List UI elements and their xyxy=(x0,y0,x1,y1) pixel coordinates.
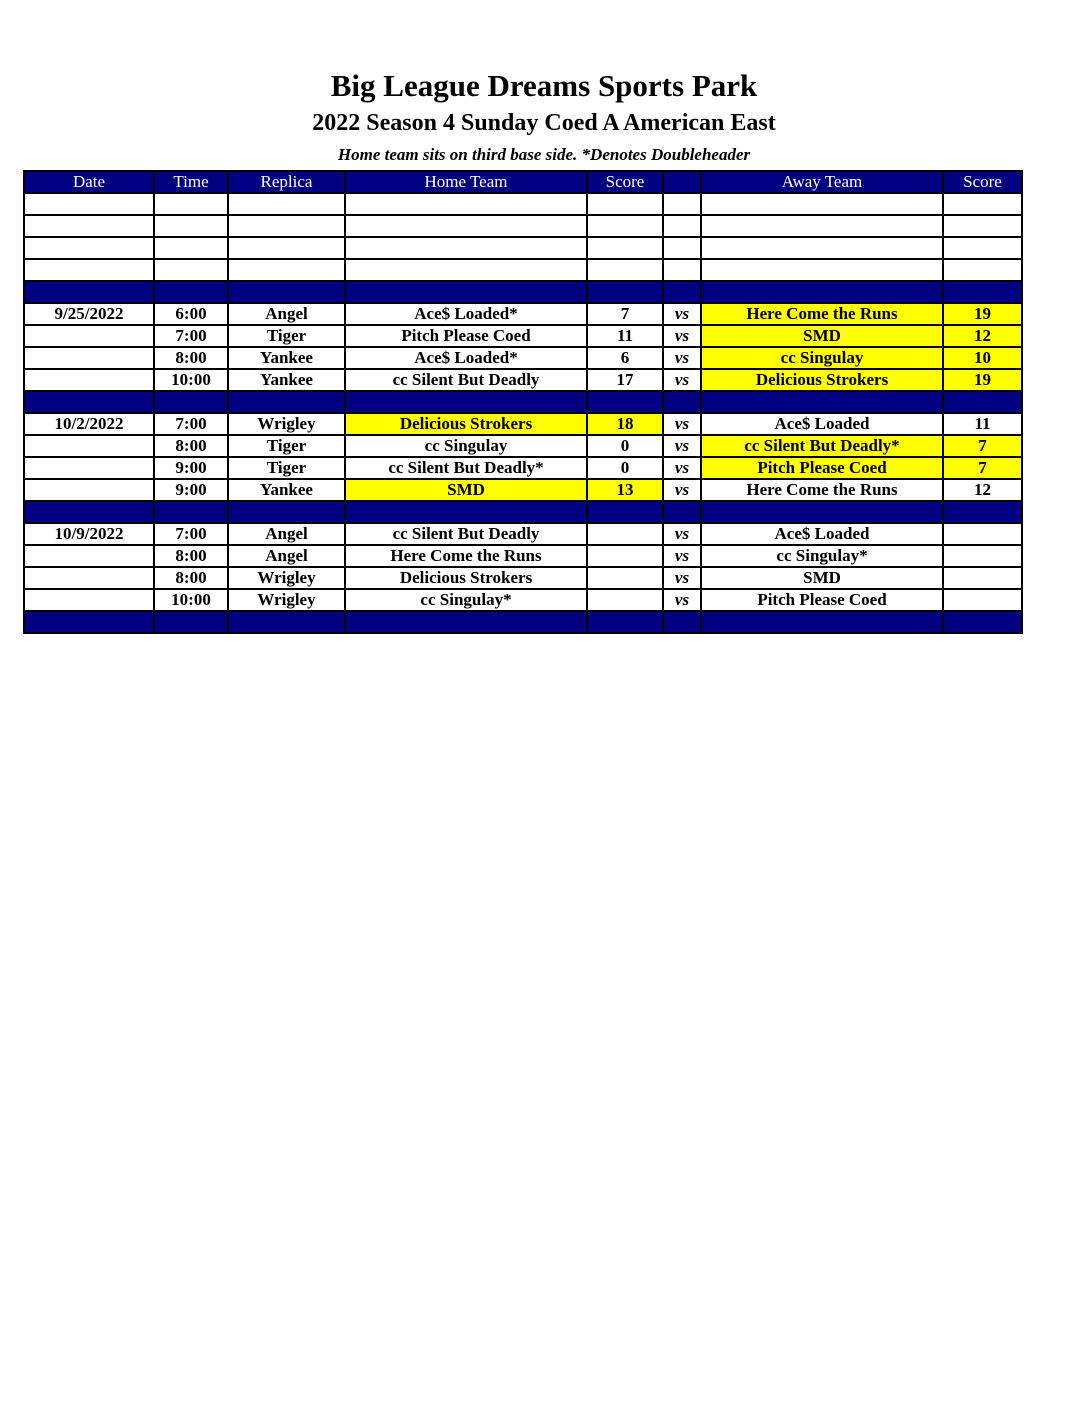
col-header-away-score: Score xyxy=(943,171,1022,193)
away-score: 7 xyxy=(943,457,1022,479)
empty-cell xyxy=(587,193,663,215)
schedule-body xyxy=(24,193,1022,633)
empty-cell xyxy=(24,237,154,259)
home-team: cc Silent But Deadly xyxy=(345,523,587,545)
home-score: 7 xyxy=(587,303,663,325)
vs-label: vs xyxy=(663,589,701,611)
empty-cell xyxy=(663,193,701,215)
empty-cell xyxy=(228,259,345,281)
game-row xyxy=(24,325,1022,347)
vs-label: vs xyxy=(663,369,701,391)
empty-cell xyxy=(24,545,154,567)
game-row xyxy=(24,567,1022,589)
empty-cell xyxy=(345,215,587,237)
empty-cell xyxy=(24,479,154,501)
empty-cell xyxy=(24,325,154,347)
empty-cell xyxy=(587,281,663,303)
empty-cell xyxy=(345,193,587,215)
game-time: 10:00 xyxy=(154,589,228,611)
game-field: Tiger xyxy=(228,457,345,479)
empty-cell xyxy=(701,281,943,303)
away-score: 11 xyxy=(943,413,1022,435)
empty-cell xyxy=(701,501,943,523)
week-separator xyxy=(24,611,1022,633)
home-score: 11 xyxy=(587,325,663,347)
game-time: 9:00 xyxy=(154,457,228,479)
empty-cell xyxy=(587,501,663,523)
empty-cell xyxy=(943,259,1022,281)
empty-cell xyxy=(345,237,587,259)
away-score: 19 xyxy=(943,303,1022,325)
blank-row xyxy=(24,215,1022,237)
home-team: Delicious Strokers xyxy=(345,413,587,435)
game-time: 7:00 xyxy=(154,523,228,545)
home-team: cc Singulay* xyxy=(345,589,587,611)
empty-cell xyxy=(943,391,1022,413)
empty-cell xyxy=(663,259,701,281)
home-score xyxy=(587,589,663,611)
empty-cell xyxy=(228,611,345,633)
empty-cell xyxy=(154,259,228,281)
home-team: Here Come the Runs xyxy=(345,545,587,567)
empty-cell xyxy=(228,501,345,523)
game-row xyxy=(24,435,1022,457)
away-score xyxy=(943,545,1022,567)
blank-row xyxy=(24,193,1022,215)
empty-cell xyxy=(701,193,943,215)
game-time: 8:00 xyxy=(154,545,228,567)
page-title: Big League Dreams Sports Park xyxy=(330,68,758,103)
home-team: Ace$ Loaded* xyxy=(345,347,587,369)
game-row xyxy=(24,479,1022,501)
away-team: SMD xyxy=(701,325,943,347)
game-time: 6:00 xyxy=(154,303,228,325)
empty-cell xyxy=(24,435,154,457)
empty-cell xyxy=(228,391,345,413)
game-time: 7:00 xyxy=(154,413,228,435)
away-team: Ace$ Loaded xyxy=(701,523,943,545)
vs-label: vs xyxy=(663,523,701,545)
empty-cell xyxy=(154,501,228,523)
empty-cell xyxy=(663,391,701,413)
home-score: 18 xyxy=(587,413,663,435)
home-score: 0 xyxy=(587,435,663,457)
empty-cell xyxy=(943,193,1022,215)
game-row xyxy=(24,545,1022,567)
home-team: cc Silent But Deadly xyxy=(345,369,587,391)
empty-cell xyxy=(701,259,943,281)
doubleheader-note: Home team sits on third base side. *Denotes Doubleheader xyxy=(337,145,751,164)
col-header-home-team: Home Team xyxy=(345,171,587,193)
empty-cell xyxy=(663,237,701,259)
home-team: Delicious Strokers xyxy=(345,567,587,589)
game-row xyxy=(24,347,1022,369)
away-team: cc Singulay* xyxy=(701,545,943,567)
game-row xyxy=(24,523,1022,545)
empty-cell xyxy=(701,391,943,413)
away-team: Here Come the Runs xyxy=(701,479,943,501)
empty-cell xyxy=(943,501,1022,523)
empty-cell xyxy=(24,567,154,589)
game-time: 7:00 xyxy=(154,325,228,347)
away-team: cc Singulay xyxy=(701,347,943,369)
empty-cell xyxy=(943,237,1022,259)
game-field: Wrigley xyxy=(228,567,345,589)
game-field: Tiger xyxy=(228,435,345,457)
home-score xyxy=(587,545,663,567)
col-header-vs xyxy=(663,171,701,193)
empty-cell xyxy=(587,391,663,413)
page-subtitle: 2022 Season 4 Sunday Coed A American East xyxy=(312,110,776,136)
empty-cell xyxy=(154,611,228,633)
empty-cell xyxy=(663,611,701,633)
game-field: Wrigley xyxy=(228,589,345,611)
header-row xyxy=(24,171,1022,193)
away-score: 12 xyxy=(943,325,1022,347)
empty-cell xyxy=(24,611,154,633)
home-score xyxy=(587,567,663,589)
game-time: 8:00 xyxy=(154,347,228,369)
away-score: 19 xyxy=(943,369,1022,391)
away-team: Ace$ Loaded xyxy=(701,413,943,435)
empty-cell xyxy=(24,259,154,281)
vs-label: vs xyxy=(663,457,701,479)
home-score: 0 xyxy=(587,457,663,479)
game-field: Yankee xyxy=(228,479,345,501)
home-score xyxy=(587,523,663,545)
empty-cell xyxy=(943,281,1022,303)
empty-cell xyxy=(154,237,228,259)
away-score xyxy=(943,589,1022,611)
empty-cell xyxy=(587,237,663,259)
empty-cell xyxy=(345,611,587,633)
empty-cell xyxy=(663,281,701,303)
empty-cell xyxy=(24,369,154,391)
vs-label: vs xyxy=(663,325,701,347)
blank-row xyxy=(24,237,1022,259)
empty-cell xyxy=(587,259,663,281)
vs-label: vs xyxy=(663,479,701,501)
game-row xyxy=(24,303,1022,325)
empty-cell xyxy=(587,215,663,237)
vs-label: vs xyxy=(663,303,701,325)
game-field: Angel xyxy=(228,545,345,567)
away-score: 7 xyxy=(943,435,1022,457)
empty-cell xyxy=(24,589,154,611)
game-time: 8:00 xyxy=(154,435,228,457)
empty-cell xyxy=(587,611,663,633)
col-header-away-team: Away Team xyxy=(701,171,943,193)
empty-cell xyxy=(943,215,1022,237)
game-time: 9:00 xyxy=(154,479,228,501)
away-team: Here Come the Runs xyxy=(701,303,943,325)
empty-cell xyxy=(701,215,943,237)
empty-cell xyxy=(228,237,345,259)
game-time: 10:00 xyxy=(154,369,228,391)
game-row xyxy=(24,413,1022,435)
away-score xyxy=(943,567,1022,589)
week-separator xyxy=(24,391,1022,413)
vs-label: vs xyxy=(663,435,701,457)
away-score: 12 xyxy=(943,479,1022,501)
home-score: 6 xyxy=(587,347,663,369)
blank-row xyxy=(24,259,1022,281)
empty-cell xyxy=(24,193,154,215)
home-score: 17 xyxy=(587,369,663,391)
away-team: Delicious Strokers xyxy=(701,369,943,391)
away-team: Pitch Please Coed xyxy=(701,457,943,479)
col-header-replica: Replica xyxy=(228,171,345,193)
empty-cell xyxy=(345,501,587,523)
game-date: 10/2/2022 xyxy=(24,413,154,435)
vs-label: vs xyxy=(663,567,701,589)
week-separator xyxy=(24,281,1022,303)
game-row xyxy=(24,457,1022,479)
empty-cell xyxy=(663,501,701,523)
home-team: Ace$ Loaded* xyxy=(345,303,587,325)
vs-label: vs xyxy=(663,413,701,435)
empty-cell xyxy=(345,281,587,303)
empty-cell xyxy=(24,457,154,479)
away-team: cc Silent But Deadly* xyxy=(701,435,943,457)
home-score: 13 xyxy=(587,479,663,501)
week-separator xyxy=(24,501,1022,523)
game-field: Angel xyxy=(228,303,345,325)
empty-cell xyxy=(228,193,345,215)
empty-cell xyxy=(701,237,943,259)
empty-cell xyxy=(701,611,943,633)
empty-cell xyxy=(154,391,228,413)
game-field: Yankee xyxy=(228,369,345,391)
vs-label: vs xyxy=(663,347,701,369)
home-team: SMD xyxy=(345,479,587,501)
empty-cell xyxy=(24,347,154,369)
empty-cell xyxy=(154,215,228,237)
game-field: Angel xyxy=(228,523,345,545)
game-field: Wrigley xyxy=(228,413,345,435)
game-time: 8:00 xyxy=(154,567,228,589)
home-team: cc Silent But Deadly* xyxy=(345,457,587,479)
empty-cell xyxy=(24,501,154,523)
game-field: Tiger xyxy=(228,325,345,347)
empty-cell xyxy=(24,281,154,303)
game-row xyxy=(24,589,1022,611)
away-score xyxy=(943,523,1022,545)
empty-cell xyxy=(943,611,1022,633)
col-header-time: Time xyxy=(154,171,228,193)
game-row xyxy=(24,369,1022,391)
empty-cell xyxy=(663,215,701,237)
empty-cell xyxy=(345,391,587,413)
empty-cell xyxy=(154,193,228,215)
home-team: cc Singulay xyxy=(345,435,587,457)
empty-cell xyxy=(24,215,154,237)
empty-cell xyxy=(345,259,587,281)
away-team: Pitch Please Coed xyxy=(701,589,943,611)
schedule-table xyxy=(23,170,1023,634)
away-score: 10 xyxy=(943,347,1022,369)
vs-label: vs xyxy=(663,545,701,567)
away-team: SMD xyxy=(701,567,943,589)
empty-cell xyxy=(228,281,345,303)
empty-cell xyxy=(228,215,345,237)
empty-cell xyxy=(24,391,154,413)
empty-cell xyxy=(154,281,228,303)
game-field: Yankee xyxy=(228,347,345,369)
game-date: 9/25/2022 xyxy=(24,303,154,325)
home-team: Pitch Please Coed xyxy=(345,325,587,347)
game-date: 10/9/2022 xyxy=(24,523,154,545)
col-header-home-score: Score xyxy=(587,171,663,193)
col-header-date: Date xyxy=(24,171,154,193)
